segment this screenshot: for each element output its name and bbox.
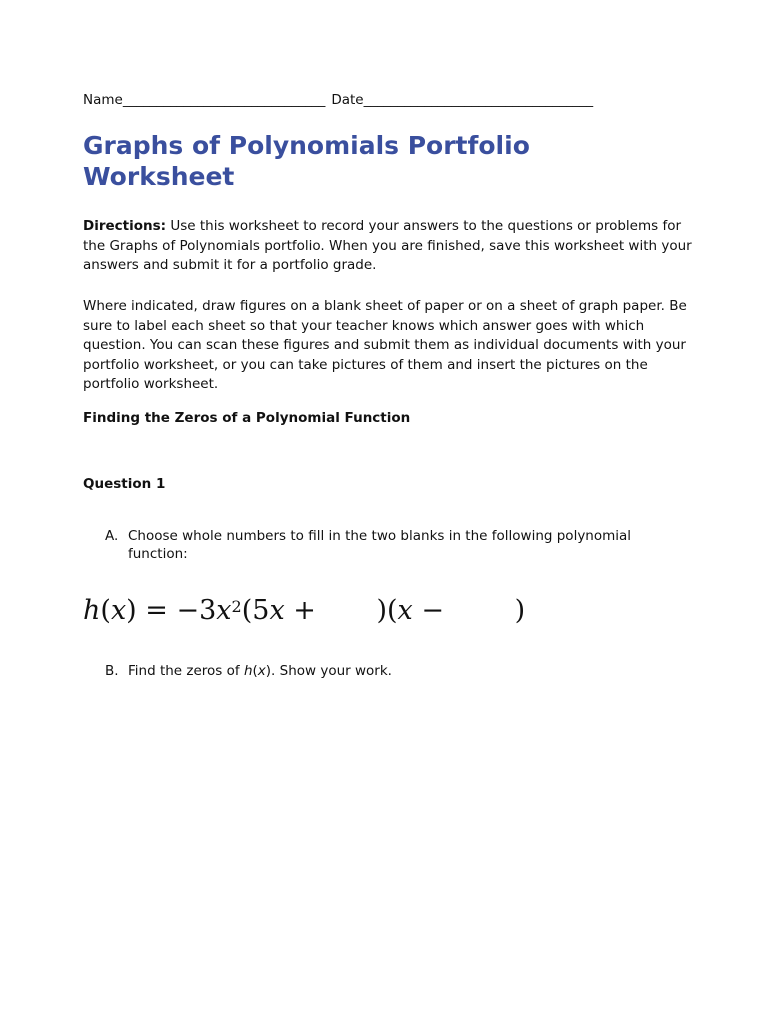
title-line-2: Worksheet [83,162,235,191]
formula-part2: )( [376,595,398,626]
page-title [83,130,603,192]
formula-func: h [83,595,101,626]
instructions-paragraph: Where indicated, draw figures on a blank sheet of paper or on a sheet of graph paper. Be sure to label each sheet so that your teacher knows which answer goes with which question. You can scan these figures and submit them as individual documents with your portfolio worksheet, or you can take pictures of them and insert the pictures on the portfolio worksheet. [83,298,687,393]
name-label: Name [83,92,123,108]
section-heading: Finding the Zeros of a Polynomial Function [83,410,411,426]
question-heading: Question 1 [83,476,166,492]
polynomial-formula [83,593,525,629]
formula-x4: x [397,595,413,626]
item-marker: B. [105,663,119,679]
date-blank[interactable]: __________________________________ [363,92,594,108]
formula-x3: x [269,595,285,626]
item-paren: ( [252,663,258,679]
title-line-1: Graphs of Polynomials Portfolio [83,131,530,160]
directions-paragraph [83,217,693,276]
directions-text: Use this worksheet to record your answers to the questions or problems for the Graphs of Polynomials portfolio. When you are finished, save this worksheet with your answers and submit it for a portfolio grade. [83,218,692,274]
list-item-b [105,662,685,680]
formula-var: x [110,595,127,626]
item-text-before: Find the zeros of [128,663,244,679]
item-var: h [243,663,253,679]
formula-end: ) [514,595,526,626]
formula-part1: (5 [241,595,270,626]
item-arg: x [257,663,266,679]
formula-plus: + [284,595,325,626]
formula-x2: x [216,595,232,626]
item-text [128,662,392,680]
formula-open: ( [100,595,111,626]
list-item-a [105,527,685,563]
item-text-after: ). Show your work. [265,663,392,679]
item-marker: A. [105,528,119,544]
item-text: Choose whole numbers to fill in the two blanks in the following polynomial function: [128,528,632,562]
name-date-line [83,92,593,108]
formula-minus: − [412,595,453,626]
directions-label: Directions: [83,218,167,234]
formula-close-eq: ) = −3 [126,595,217,626]
name-blank[interactable]: ______________________________ [122,92,326,108]
date-label: Date [331,92,364,108]
formula-exponent: 2 [231,597,242,616]
